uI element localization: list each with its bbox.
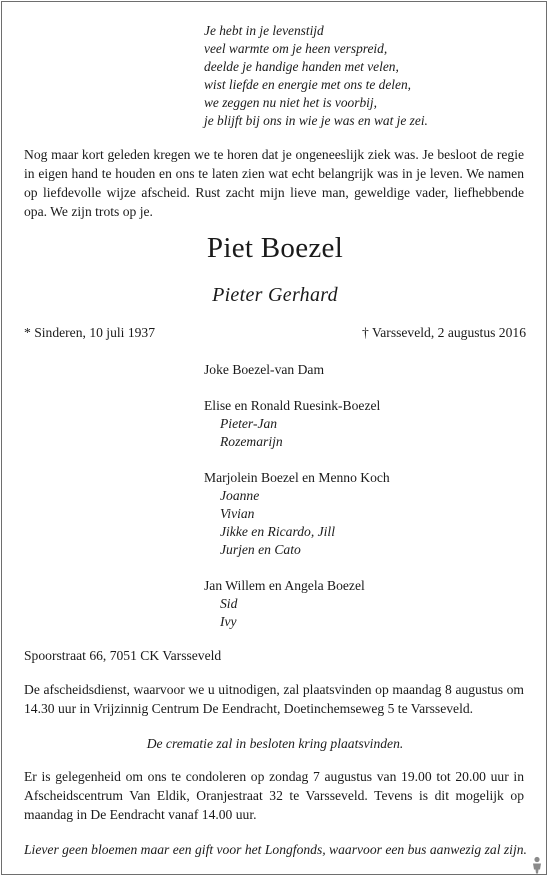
family-child: Ivy [220,614,237,629]
poem-line: Je hebt in je levenstijd [204,23,324,38]
poem-line: je blijft bij ons in wie je was en wat je zei. [204,113,428,128]
service-paragraph: De afscheidsdienst, waarvoor we u uitnodigen, zal plaatsvinden op maandag 8 augustus om 14.30 uur in Vrijzinnig Centrum De Eendracht, Doetinchemseweg 5 te Varsseveld. [24,682,524,716]
family-head: Jan Willem en Angela Boezel [204,578,365,593]
family-head: Joke Boezel-van Dam [204,362,325,377]
family-group [204,469,390,559]
person-icon [530,856,544,874]
family-child: Jikke en Ricardo, Jill [220,524,335,539]
family-head: Elise en Ronald Ruesink-Boezel [204,398,381,413]
family-group [204,361,390,379]
condolence-paragraph: Er is gelegenheid om ons te condoleren op zondag 7 augustus van 19.00 tot 20.00 uur in Afscheidscentrum Van Eldik, Oranjestraat 32 te Varsseveld. Tevens is dit mogelijk op maandag in De Eendracht vanaf 14.00 uur. [24,769,524,822]
birth-info: * Sinderen, 10 juli 1937 [24,325,156,340]
family-child: Vivian [220,506,255,521]
poem-line: we zeggen nu niet het is voorbij, [204,95,377,110]
family-list [204,361,390,649]
poem-line: wist liefde en energie met ons te delen, [204,77,411,92]
family-child: Joanne [220,488,260,503]
given-names: Pieter Gerhard [212,284,338,306]
poem-line: veel warmte om je heen verspreid, [204,41,388,56]
family-child: Sid [220,596,238,611]
family-child: Pieter-Jan [220,416,278,431]
home-address: Spoorstraat 66, 7051 CK Varsseveld [24,648,222,663]
family-head: Marjolein Boezel en Menno Koch [204,470,390,485]
family-group [204,577,390,631]
death-info: † Varsseveld, 2 augustus 2016 [362,325,526,340]
intro-paragraph: Nog maar kort geleden kregen we te horen dat je ongeneeslijk ziek was. Je besloot de regie in eigen hand te houden en ons te laten zien wat echt belangrijk was in je leven. We namen op liefdevolle wijze afscheid. Rust zacht mijn lieve man, geweldige vader, liefhebbende opa. We zijn trots op je. [24,147,524,219]
family-child: Rozemarijn [220,434,283,449]
family-group [204,397,390,451]
flowers-note: Liever geen bloemen maar een gift voor het Longfonds, waarvoor een bus aanwezig zal zijn. [24,842,527,857]
family-child: Jurjen en Cato [220,542,301,557]
deceased-name: Piet Boezel [206,232,344,264]
poem-line: deelde je handige handen met velen, [204,59,399,74]
cremation-note: De crematie zal in besloten kring plaatsvinden. [146,736,404,751]
poem [204,22,428,130]
